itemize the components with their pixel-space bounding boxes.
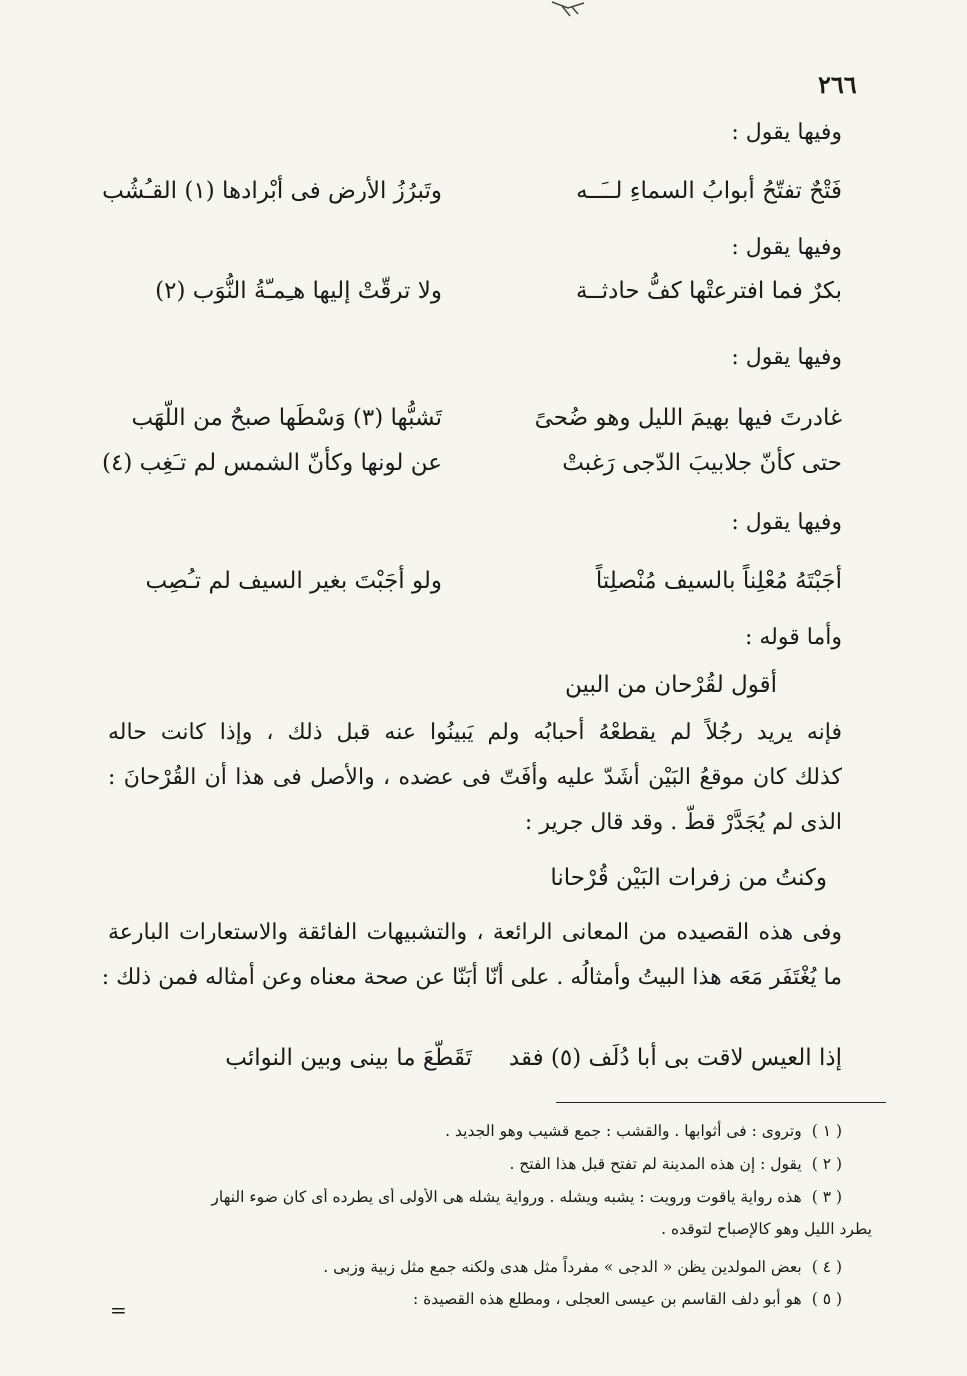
footnote-continuation: [661, 1220, 872, 1238]
footnote-text: وتروى : فى أثوابها . والقشب : جمع قشيب وهو الجديد .: [445, 1122, 802, 1140]
verse-hemistich-left: عن لونها وكأنّ الشمس لم تـَغِب (٤): [102, 450, 442, 476]
verse-hemistich-left: وتَبرُزُ الأرض فى أبْرادها (١) القـُشُب: [102, 178, 442, 204]
verse-hemistich-right: فَتْحٌ تفتّحُ أبوابُ السماءِ لــَــه: [576, 178, 842, 204]
verse-hemistich-left: تَشبُّها (٣) وَسْطَها صبحٌ من اللّهَب: [131, 405, 442, 431]
footnote-text: يقول : إن هذه المدينة لم تفتح قبل هذا الفتح .: [509, 1155, 802, 1173]
prose-line: كذلك كان موقعُ البَيْن أشَدّ عليه وأفَتّ فى عضده ، والأصل فى هذا أن القُرْحانَ :: [108, 765, 842, 790]
verse-hemistich-left: ولو أجَبْتَ بغير السيف لم تـُصِب: [145, 568, 442, 594]
footnote-number: ( ٤ ): [811, 1258, 842, 1276]
prose-line: فإنه يريد رجُلاً لم يقطعْهُ أحبابُه ولم يَبينُوا عنه قبل ذلك ، وإذا كانت حاله: [108, 720, 842, 745]
ornament-mark: [548, 0, 588, 18]
footnote: [108, 1188, 842, 1206]
quoted-verse: أقول لقُرْحان من البين: [565, 672, 777, 698]
footnote-number: ( ٣ ): [811, 1188, 842, 1206]
prose-line: ما يُغْتَفَر مَعَه هذا البيتُ وأمثالُه . على أنّا أبَنّا عن صحة معناه وعن أمثاله فمن ذلك :: [101, 965, 842, 990]
quoted-verse: وكنتُ من زفرات البَيْن قُرْحانا: [550, 865, 827, 891]
footnote-separator: [556, 1102, 886, 1103]
footnote: [413, 1290, 842, 1308]
verse-hemistich-left: تَقَطّعَ ما بينى وبين النوائب: [225, 1045, 472, 1071]
footnote-number: ( ٢ ): [811, 1155, 842, 1173]
footnote-number: ( ٥ ): [811, 1290, 842, 1308]
prose-line: الذى لم يُجَدَّرْ قطّ . وقد قال جرير :: [524, 810, 842, 835]
intro-line: وفيها يقول :: [731, 235, 842, 260]
intro-line: وأما قوله :: [744, 625, 842, 650]
verse-hemistich-right: أجَبْتَهُ مُعْلِناً بالسيف مُنْصلِتاً: [595, 568, 842, 594]
intro-line: وفيها يقول :: [731, 510, 842, 535]
footnote-text: هذه رواية ياقوت ورويت : يشبه ويشله . ورواية يشله هى الأولى أى يطرده أى كان ضوء النهار: [211, 1188, 802, 1206]
verse-hemistich-right: غادرتَ فيها بهيمَ الليل وهو ضُحىً: [534, 405, 842, 431]
prose-line: وفى هذه القصيده من المعانى الرائعة ، والتشبيهات الفائقة والاستعارات البارعة: [108, 920, 842, 945]
footnote: [445, 1122, 842, 1140]
signature-mark: =: [110, 1298, 127, 1322]
verse-hemistich-right: حتى كأنّ جلابيبَ الدّجى رَغبتْ: [562, 450, 842, 476]
intro-line: وفيها يقول :: [731, 345, 842, 370]
verse-hemistich-left: ولا ترقّتْ إليها هـِمـّةُ النُّوَب (٢): [155, 278, 442, 304]
intro-line: وفيها يقول :: [731, 120, 842, 145]
footnote: [323, 1258, 842, 1276]
footnote: [509, 1155, 842, 1173]
footnote-text: يطرد الليل وهو كالإصباح لتوقده .: [661, 1220, 872, 1238]
verse-hemistich-right: إذا العيس لاقت بى أبا دُلَف (٥) فقد: [508, 1045, 842, 1071]
footnote-text: هو أبو دلف القاسم بن عيسى العجلى ، ومطلع هذه القصيدة :: [412, 1290, 802, 1308]
footnote-number: ( ١ ): [811, 1122, 842, 1140]
footnote-text: بعض المولدين يظن « الدجى » مفرداً مثل هدى ولكنه جمع مثل زبية وزبى .: [323, 1258, 802, 1276]
verse-hemistich-right: بكرٌ فما افترعتْها كفُّ حادثــة: [575, 278, 842, 304]
page-number: ٢٦٦: [818, 70, 857, 99]
